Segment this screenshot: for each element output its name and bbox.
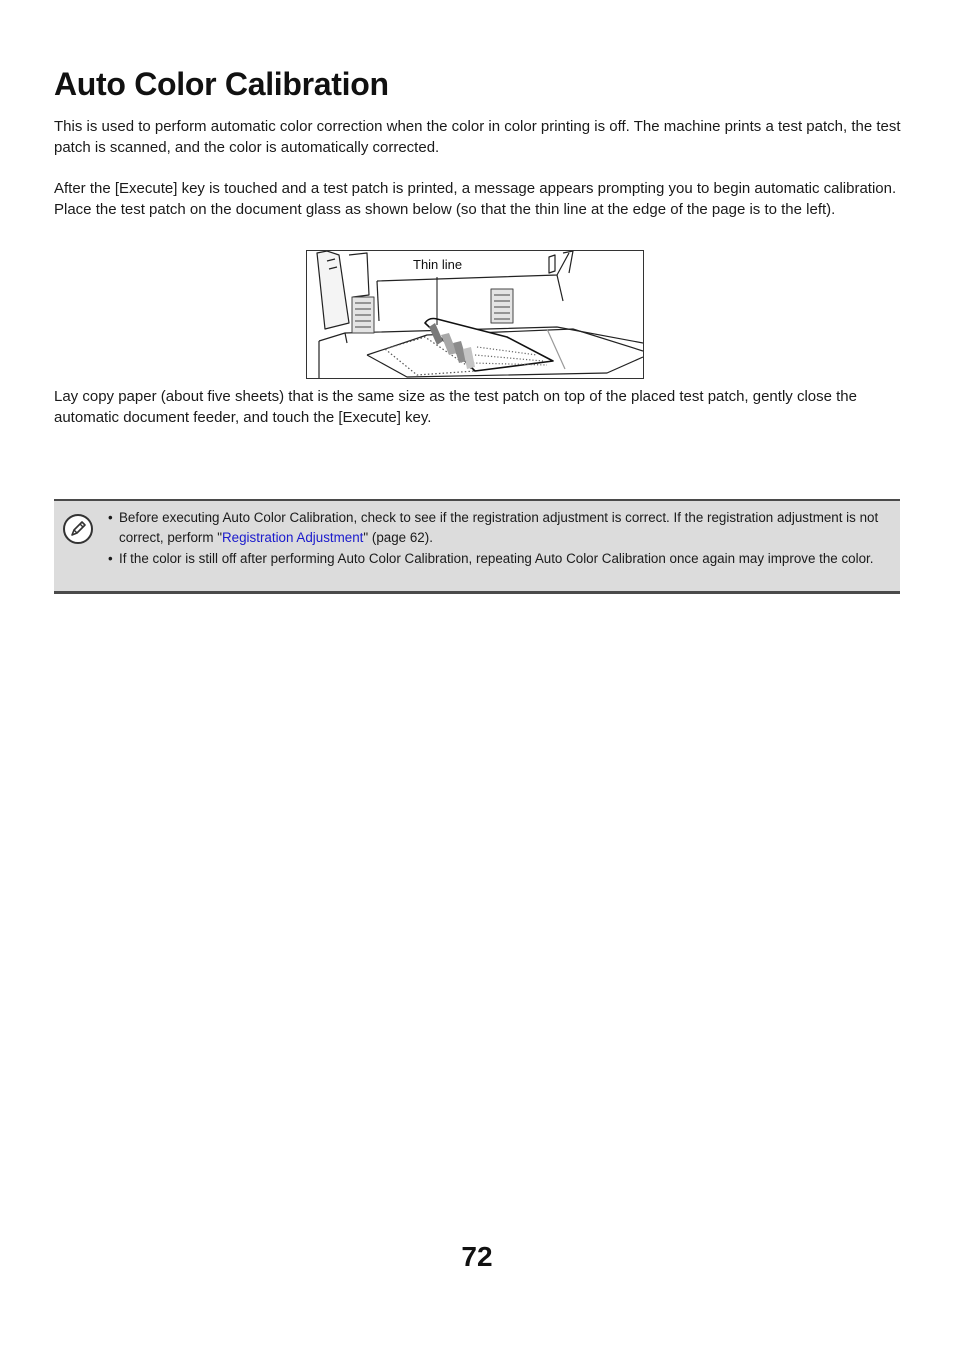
note-item-text: " (page 62).: [363, 529, 433, 545]
intro-paragraph: This is used to perform automatic color correction when the color in color printing is off. The machine prints a test patch, the test patch is scanned, and the color is automatically corrected.: [54, 118, 901, 156]
note-item-repeat-calibration: [108, 549, 892, 569]
note-item-registration: [108, 508, 892, 547]
page-number: 72: [461, 1241, 493, 1272]
execute-instruction-paragraph: After the [Execute] key is touched and a test patch is printed, a message appears prompting you to begin automatic calibration. Place the test patch on the document glass as shown below (so that the thin line at the edge of the page is to the left).: [54, 180, 897, 218]
lay-paper-paragraph: Lay copy paper (about five sheets) that is the same size as the test patch on top of the placed test patch, gently close the automatic document feeder, and touch the [Execute] key.: [54, 388, 857, 426]
note-list: [108, 508, 892, 571]
note-box: [54, 499, 900, 594]
registration-adjustment-link[interactable]: Registration Adjustment: [221, 529, 364, 545]
thin-line-callout: Thin line: [413, 257, 463, 272]
note-item-text: If the color is still off after performing Auto Color Calibration, repeating Auto Color Calibration once again may improve the color.: [119, 551, 874, 566]
pencil-note-icon: [62, 513, 94, 550]
scanner-drawing: [307, 251, 643, 378]
note-item-text: Before executing Auto Color Calibration, check to see if the registration adjustment is correct. If the registration adjustment is not correct, perform ": [119, 510, 879, 545]
page-title: Auto Color Calibration: [54, 66, 389, 102]
document-glass-illustration: [306, 250, 644, 379]
